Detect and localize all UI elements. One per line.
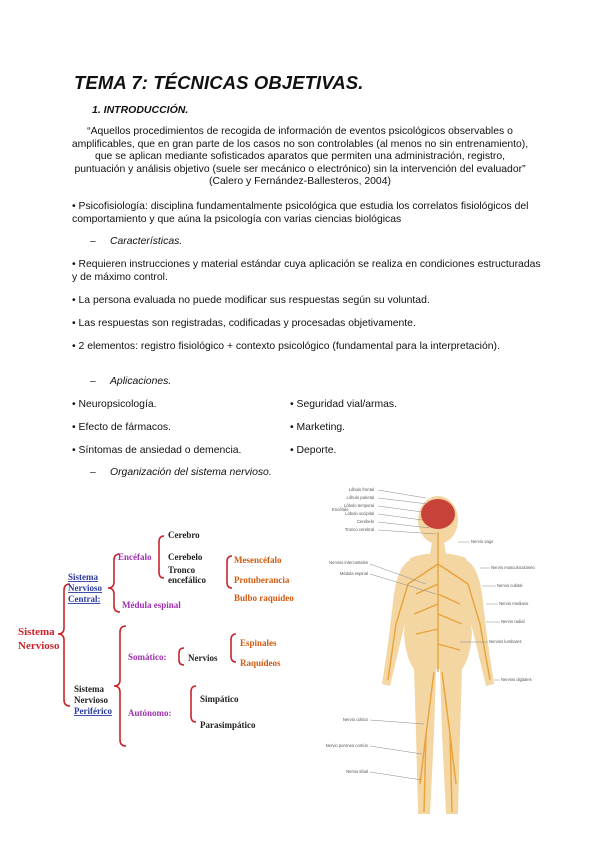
caracteristicas-label: Características. <box>110 236 183 247</box>
figure-label: Nervio tibial <box>346 769 368 774</box>
aplicaciones-label: Aplicaciones. <box>110 376 172 387</box>
encefalo-brace <box>159 536 164 578</box>
somatico-label: Somático: <box>128 652 167 662</box>
figure-label: Nervio musculocutáneo <box>491 565 535 570</box>
page-title: TEMA 7: TÉCNICAS OBJETIVAS. <box>74 72 364 93</box>
list-item: • Efecto de fármacos. <box>72 422 171 433</box>
snc-brace <box>108 554 120 612</box>
dash: – <box>90 376 96 387</box>
figure-label: Nervios digitales <box>501 677 532 682</box>
nervios-brace <box>231 634 236 662</box>
snp-label-1: Sistema <box>74 684 104 694</box>
tronco-brace <box>227 556 232 588</box>
figure-label: Lóbulo occipital <box>345 511 374 516</box>
nervous-system-diagram <box>14 520 314 760</box>
figure-label: Nervio ciático <box>342 717 368 722</box>
definition-quote: “Aquellos procedimientos de recogida de información de eventos psicológicos observables o amplificables, que en gran parte de los casos no son controlables (al menos no sin entrenamiento), que se aplican mediante sofisticados aparatos que permiten una administración, registro, puntuación y análisis objetivo (suele ser mecánico o electrónico) sin la intervención del evaluador” (Calero y Fernández-Ballesteros, 2004) <box>71 126 529 188</box>
snp-brace <box>114 626 126 746</box>
snc-label-1: Sistema <box>68 572 98 582</box>
raquideos-label: Raquídeos <box>240 658 281 668</box>
espinales-label: Espinales <box>240 638 277 648</box>
figure-label: Nervio peroneo común <box>325 743 368 748</box>
cerebelo-label: Cerebelo <box>168 552 203 562</box>
aplicaciones-heading <box>90 376 171 387</box>
psicofisiologia-paragraph: • Psicofisiología: disciplina fundamentalmente psicológica que estudia los correlatos fisiológicos del comportamiento y que aúna la psicología con varias ciencias biológicas <box>72 201 529 225</box>
cerebro-label: Cerebro <box>168 530 200 540</box>
list-item: • Síntomas de ansiedad o demencia. <box>72 445 242 456</box>
sistema-label: Sistema <box>18 626 55 638</box>
somatico-brace <box>179 648 184 665</box>
list-item: • Deporte. <box>290 445 337 456</box>
figure-label: Médula espinal <box>339 571 368 576</box>
list-item: • Marketing. <box>290 422 346 433</box>
figure-label: Nervio cubital <box>497 583 523 588</box>
nervioso-label: Nervioso <box>18 640 60 652</box>
figure-label: Nervio vago <box>471 539 494 544</box>
figure-label: Lóbulo parietal <box>346 495 374 500</box>
list-item: • Neuropsicología. <box>72 399 157 410</box>
figure-label: Cerebelo <box>357 519 374 524</box>
section-heading: 1. INTRODUCCIÓN. <box>92 104 189 116</box>
snp-label-3: Periférico <box>74 706 112 716</box>
snc-label-2: Nervioso <box>68 583 102 593</box>
nervios-label: Nervios <box>188 653 218 663</box>
figure-label: Lóbulo temporal <box>343 503 374 508</box>
bulbo-label: Bulbo raquídeo <box>234 593 294 603</box>
tronco-label-1: Tronco <box>168 565 196 575</box>
caracteristicas-heading <box>90 236 182 247</box>
figure-label: Nervio mediano <box>499 601 529 606</box>
list-item: • Las respuestas son registradas, codificadas y procesadas objetivamente. <box>72 318 416 329</box>
list-item: • La persona evaluada no puede modificar sus respuestas según su voluntad. <box>72 295 430 306</box>
tronco-label-2: encefálico <box>168 575 206 585</box>
list-item: • Seguridad vial/armas. <box>290 399 398 410</box>
figure-label: Nervios lumbares <box>489 639 522 644</box>
figure-label: Lóbulo frontal <box>348 487 374 492</box>
list-item: • 2 elementos: registro fisiológico + contexto psicológico (fundamental para la interpretación). <box>72 341 500 352</box>
autonomo-brace <box>191 686 196 722</box>
snp-label-2: Nervioso <box>74 695 108 705</box>
dash: – <box>90 467 96 478</box>
organizacion-label: Organización del sistema nervioso. <box>110 467 272 478</box>
encefalo-label: Encéfalo <box>118 552 152 562</box>
simpatico-label: Simpático <box>200 694 239 704</box>
figure-label-encefalo: Encéfalo <box>332 507 349 512</box>
brain <box>421 499 455 529</box>
snc-label-3: Central: <box>68 594 101 604</box>
nervous-system-illustration <box>325 484 550 824</box>
dash: – <box>90 236 96 247</box>
medula-label: Médula espinal <box>122 600 181 610</box>
list-item: • Requieren instrucciones y material estándar cuya aplicación se realiza en condiciones estructuradas y de máximo control. <box>72 259 541 283</box>
autonomo-label: Autónomo: <box>128 708 172 718</box>
figure-label: Nervios intercostales <box>329 560 368 565</box>
mesencefalo-label: Mesencéfalo <box>234 555 282 565</box>
parasimpatico-label: Parasimpático <box>200 720 256 730</box>
figure-label: Tronco cerebral <box>344 527 374 532</box>
figure-label: Nervio radial <box>501 619 525 624</box>
organizacion-heading <box>90 467 272 478</box>
protuberancia-label: Protuberancia <box>234 575 290 585</box>
